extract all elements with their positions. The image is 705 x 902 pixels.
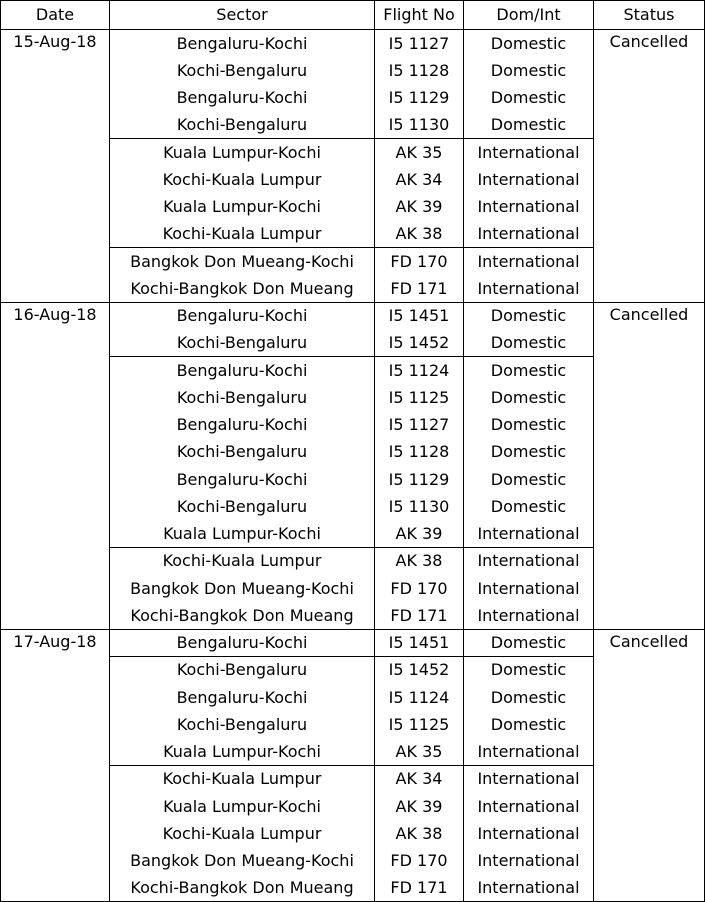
column-divider [463, 0, 464, 902]
sector-cell: Kochi-Kuala Lumpur [162, 769, 322, 789]
flight-no-cell: AK 39 [395, 197, 443, 217]
sector-cell: Kuala Lumpur-Kochi [163, 524, 321, 544]
dom-int-cell: Domestic [490, 33, 567, 53]
flight-no-cell: I5 1452 [388, 660, 450, 680]
sector-cell: Bengaluru-Kochi [176, 306, 308, 326]
flight-no-cell: I5 1128 [388, 60, 450, 80]
sector-cell: Kochi-Bengaluru [176, 496, 308, 516]
flight-no-cell: FD 170 [390, 578, 448, 598]
date-cell: 16-Aug-18 [13, 304, 97, 324]
flight-no-cell: I5 1452 [388, 333, 450, 353]
status-cell: Cancelled [609, 631, 689, 651]
dom-int-cell: Domestic [490, 333, 567, 353]
sector-cell: Kochi-Bengaluru [176, 115, 308, 135]
sector-cell: Kochi-Bengaluru [176, 660, 308, 680]
dom-int-cell: Domestic [490, 714, 567, 734]
flight-no-cell: AK 35 [395, 742, 443, 762]
sector-cell: Kochi-Bengaluru [176, 333, 308, 353]
flight-no-cell: FD 170 [390, 251, 448, 271]
flight-no-cell: I5 1451 [388, 306, 450, 326]
flight-no-cell: I5 1129 [388, 88, 450, 108]
dom-int-cell: International [477, 878, 580, 898]
flight-no-cell: I5 1451 [388, 633, 450, 653]
dom-int-cell: International [477, 524, 580, 544]
dom-int-cell: International [477, 169, 580, 189]
sector-cell: Kuala Lumpur-Kochi [163, 142, 321, 162]
column-divider [593, 0, 594, 902]
flight-no-cell: AK 35 [395, 142, 443, 162]
flight-no-cell: AK 34 [395, 769, 443, 789]
flight-no-cell: I5 1128 [388, 442, 450, 462]
sector-cell: Kochi-Bangkok Don Mueang [130, 605, 354, 625]
dom-int-cell: Domestic [490, 442, 567, 462]
date-cell: 15-Aug-18 [13, 32, 97, 51]
sector-cell: Bengaluru-Kochi [176, 360, 308, 380]
sector-cell: Kuala Lumpur-Kochi [163, 796, 321, 816]
sector-cell: Kochi-Kuala Lumpur [162, 551, 322, 571]
sector-cell: Kochi-Bengaluru [176, 714, 308, 734]
dom-int-cell: International [477, 224, 580, 244]
flight-no-cell: I5 1124 [388, 687, 450, 707]
column-divider [374, 0, 375, 902]
header-dom-int: Dom/Int [496, 5, 561, 24]
flight-no-cell: FD 170 [390, 851, 448, 871]
sector-cell: Kochi-Kuala Lumpur [162, 169, 322, 189]
sector-cell: Kochi-Bangkok Don Mueang [130, 878, 354, 898]
row-divider [109, 356, 593, 357]
sector-cell: Bangkok Don Mueang-Kochi [130, 251, 354, 271]
row-divider [109, 656, 593, 657]
dom-int-cell: Domestic [490, 88, 567, 108]
dom-int-cell: International [477, 142, 580, 162]
dom-int-cell: Domestic [490, 387, 567, 407]
dom-int-cell: International [477, 851, 580, 871]
flight-no-cell: AK 38 [395, 551, 443, 571]
dom-int-cell: International [477, 823, 580, 843]
flight-no-cell: FD 171 [390, 605, 448, 625]
flight-no-cell: I5 1130 [388, 115, 450, 135]
sector-cell: Kochi-Bengaluru [176, 442, 308, 462]
dom-int-cell: Domestic [490, 687, 567, 707]
flight-no-cell: FD 171 [390, 278, 448, 298]
flight-no-cell: I5 1127 [388, 415, 450, 435]
row-divider [109, 138, 593, 139]
flight-no-cell: I5 1130 [388, 496, 450, 516]
dom-int-cell: Domestic [490, 633, 567, 653]
dom-int-cell: Domestic [490, 469, 567, 489]
dom-int-cell: International [477, 605, 580, 625]
flight-no-cell: AK 39 [395, 524, 443, 544]
dom-int-cell: Domestic [490, 306, 567, 326]
header-flight-no: Flight No [383, 5, 455, 24]
row-divider [109, 765, 593, 766]
sector-cell: Kochi-Bengaluru [176, 60, 308, 80]
sector-cell: Kochi-Kuala Lumpur [162, 823, 322, 843]
sector-cell: Bangkok Don Mueang-Kochi [130, 578, 354, 598]
flight-no-cell: AK 39 [395, 796, 443, 816]
sector-cell: Bengaluru-Kochi [176, 33, 308, 53]
flight-no-cell: FD 171 [390, 878, 448, 898]
dom-int-cell: International [477, 251, 580, 271]
dom-int-cell: International [477, 742, 580, 762]
dom-int-cell: Domestic [490, 496, 567, 516]
column-divider [0, 0, 1, 902]
date-cell: 17-Aug-18 [13, 631, 97, 651]
dom-int-cell: International [477, 197, 580, 217]
flight-no-cell: I5 1125 [388, 714, 450, 734]
row-divider [109, 547, 593, 548]
dom-int-cell: International [477, 278, 580, 298]
dom-int-cell: International [477, 578, 580, 598]
dom-int-cell: Domestic [490, 415, 567, 435]
flight-no-cell: I5 1124 [388, 360, 450, 380]
sector-cell: Bengaluru-Kochi [176, 633, 308, 653]
dom-int-cell: Domestic [490, 115, 567, 135]
flight-no-cell: AK 34 [395, 169, 443, 189]
sector-cell: Bengaluru-Kochi [176, 88, 308, 108]
flight-no-cell: AK 38 [395, 224, 443, 244]
sector-cell: Kuala Lumpur-Kochi [163, 197, 321, 217]
row-divider [109, 247, 593, 248]
sector-cell: Kochi-Kuala Lumpur [162, 224, 322, 244]
dom-int-cell: International [477, 551, 580, 571]
table-border-top [0, 0, 705, 1]
sector-cell: Bengaluru-Kochi [176, 687, 308, 707]
sector-cell: Kochi-Bangkok Don Mueang [130, 278, 354, 298]
status-cell: Cancelled [609, 304, 689, 324]
dom-int-cell: International [477, 796, 580, 816]
status-cell: Cancelled [609, 32, 689, 51]
dom-int-cell: Domestic [490, 60, 567, 80]
dom-int-cell: International [477, 769, 580, 789]
header-date: Date [35, 5, 75, 24]
header-sector: Sector [216, 5, 268, 24]
dom-int-cell: Domestic [490, 360, 567, 380]
sector-cell: Bangkok Don Mueang-Kochi [130, 851, 354, 871]
sector-cell: Bengaluru-Kochi [176, 415, 308, 435]
header-status: Status [623, 5, 675, 24]
flight-no-cell: I5 1125 [388, 387, 450, 407]
sector-cell: Bengaluru-Kochi [176, 469, 308, 489]
dom-int-cell: Domestic [490, 660, 567, 680]
flight-no-cell: I5 1127 [388, 33, 450, 53]
sector-cell: Kochi-Bengaluru [176, 387, 308, 407]
flight-no-cell: AK 38 [395, 823, 443, 843]
flight-no-cell: I5 1129 [388, 469, 450, 489]
column-divider [109, 0, 110, 902]
sector-cell: Kuala Lumpur-Kochi [163, 742, 321, 762]
